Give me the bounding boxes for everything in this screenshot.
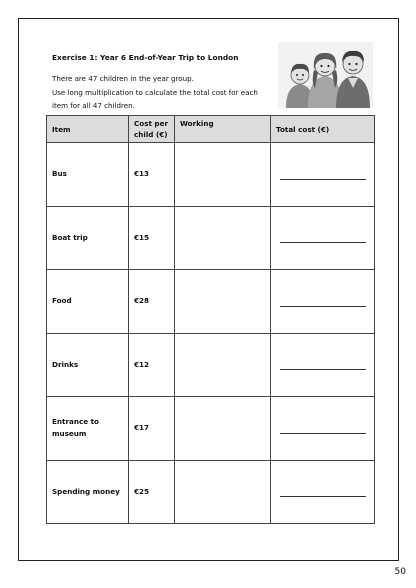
cost-cell: €15 [129,206,175,270]
answer-line [280,306,366,307]
item-cell: Entrance to museum [47,397,129,461]
table-row [47,206,375,270]
page-number: 50 [394,567,406,577]
total-cost-cell[interactable] [271,397,375,461]
answer-line [280,433,366,434]
header-total-cost: Total cost (€) [271,116,375,143]
total-cost-cell[interactable] [271,460,375,524]
working-cell[interactable] [175,270,271,334]
instruction-line: item for all 47 children. [52,101,135,110]
cost-table [46,115,375,524]
table-row [47,333,375,397]
instruction-line: Use long multiplication to calculate the total cost for each [52,87,258,97]
working-cell[interactable] [175,333,271,397]
table-row [47,460,375,524]
header-working: Working [175,116,271,143]
working-cell[interactable] [175,460,271,524]
item-cell: Bus [47,143,129,207]
working-cell[interactable] [175,143,271,207]
working-cell[interactable] [175,397,271,461]
instruction-line: There are 47 children in the year group. [52,74,194,83]
item-cell: Food [47,270,129,334]
header-item: Item [47,116,129,143]
table-header-row [47,116,375,143]
cost-cell: €17 [129,397,175,461]
working-cell[interactable] [175,206,271,270]
table-row [47,270,375,334]
table-row [47,397,375,461]
answer-line [280,369,366,370]
children-illustration [278,42,373,108]
total-cost-cell[interactable] [271,206,375,270]
cost-cell: €28 [129,270,175,334]
table-row [47,143,375,207]
cost-cell: €13 [129,143,175,207]
header-cost-per-child: Cost per child (€) [129,116,175,143]
item-cell: Boat trip [47,206,129,270]
answer-line [280,242,366,243]
answer-line [280,179,366,180]
exercise-title: Exercise 1: Year 6 End-of-Year Trip to London [52,53,239,62]
item-cell: Drinks [47,333,129,397]
cost-cell: €25 [129,460,175,524]
exercise-instructions [52,72,272,113]
answer-line [280,496,366,497]
item-cell: Spending money [47,460,129,524]
total-cost-cell[interactable] [271,270,375,334]
total-cost-cell[interactable] [271,143,375,207]
total-cost-cell[interactable] [271,333,375,397]
cost-cell: €12 [129,333,175,397]
